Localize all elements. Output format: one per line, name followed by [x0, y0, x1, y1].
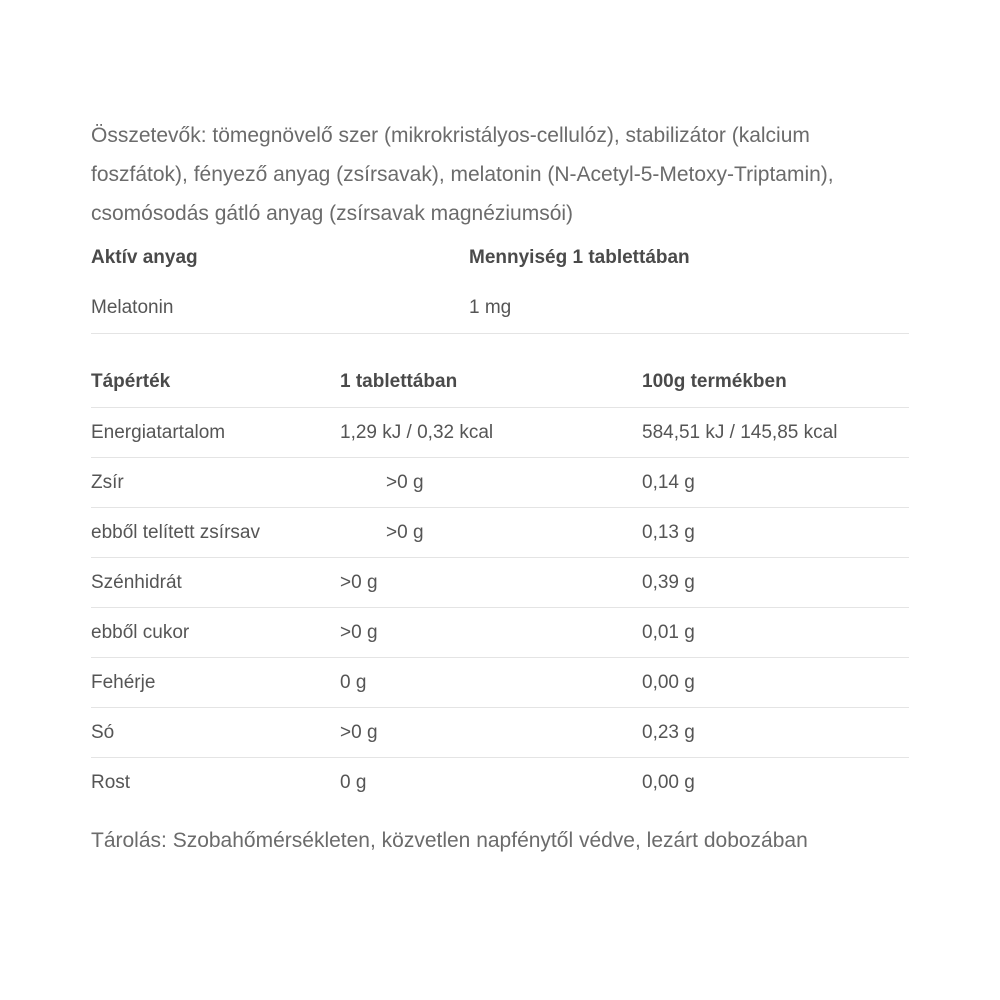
- table-row: [91, 283, 909, 333]
- cell-nutrient: Rost: [91, 758, 340, 808]
- header-nutrient: Tápérték: [91, 371, 171, 393]
- header-per-tablet: 1 tablettában: [340, 371, 458, 393]
- nutrition-table: [91, 358, 909, 808]
- cell-per-100g: 0,13 g: [642, 508, 909, 558]
- cell-nutrient: Energiatartalom: [91, 408, 340, 458]
- cell-nutrient: ebből cukor: [91, 608, 340, 658]
- header-amount-per-tablet: Mennyiség 1 tablettában: [469, 247, 690, 268]
- table-row: [91, 508, 909, 558]
- active-ingredient-table: [91, 233, 909, 334]
- cell-per-tablet: >0 g: [340, 458, 642, 508]
- cell-per-tablet: 1,29 kJ / 0,32 kcal: [340, 408, 642, 458]
- cell-per-tablet: >0 g: [340, 508, 642, 558]
- product-info: [91, 116, 909, 877]
- cell-nutrient: Só: [91, 708, 340, 758]
- storage-text: Tárolás: Szobahőmérsékleten, közvetlen napfénytől védve, lezárt dobozában: [91, 828, 808, 852]
- cell-per-tablet: >0 g: [340, 608, 642, 658]
- cell-amount: 1 mg: [469, 283, 909, 333]
- cell-per-100g: 0,00 g: [642, 758, 909, 808]
- cell-per-tablet: 0 g: [340, 758, 642, 808]
- cell-per-100g: 0,14 g: [642, 458, 909, 508]
- cell-nutrient: Zsír: [91, 458, 340, 508]
- cell-nutrient: Szénhidrát: [91, 558, 340, 608]
- cell-per-tablet: >0 g: [340, 558, 642, 608]
- cell-per-100g: 0,39 g: [642, 558, 909, 608]
- table-row: [91, 458, 909, 508]
- ingredients-text: Összetevők: tömegnövelő szer (mikrokristályos-cellulóz), stabilizátor (kalcium foszfátok), fényező anyag (zsírsavak), melatonin (N-Acetyl-5-Metoxy-Triptamin), csomósodás gátló anyag (zsírsavak magnéziumsói): [91, 124, 834, 225]
- cell-nutrient: Fehérje: [91, 658, 340, 708]
- table-row: [91, 558, 909, 608]
- table-row: [91, 658, 909, 708]
- table-row: [91, 758, 909, 808]
- cell-per-tablet: 0 g: [340, 658, 642, 708]
- cell-per-tablet: >0 g: [340, 708, 642, 758]
- cell-per-100g: 0,01 g: [642, 608, 909, 658]
- table-header-row: [91, 233, 909, 283]
- table-row: [91, 708, 909, 758]
- table-header-row: [91, 358, 909, 408]
- cell-per-100g: 0,23 g: [642, 708, 909, 758]
- cell-per-100g: 584,51 kJ / 145,85 kcal: [642, 408, 909, 458]
- cell-per-100g: 0,00 g: [642, 658, 909, 708]
- table-row: [91, 408, 909, 458]
- header-active-substance: Aktív anyag: [91, 247, 198, 268]
- header-per-100g: 100g termékben: [642, 371, 787, 393]
- cell-nutrient: ebből telített zsírsav: [91, 508, 340, 558]
- cell-substance: Melatonin: [91, 283, 469, 333]
- table-row: [91, 608, 909, 658]
